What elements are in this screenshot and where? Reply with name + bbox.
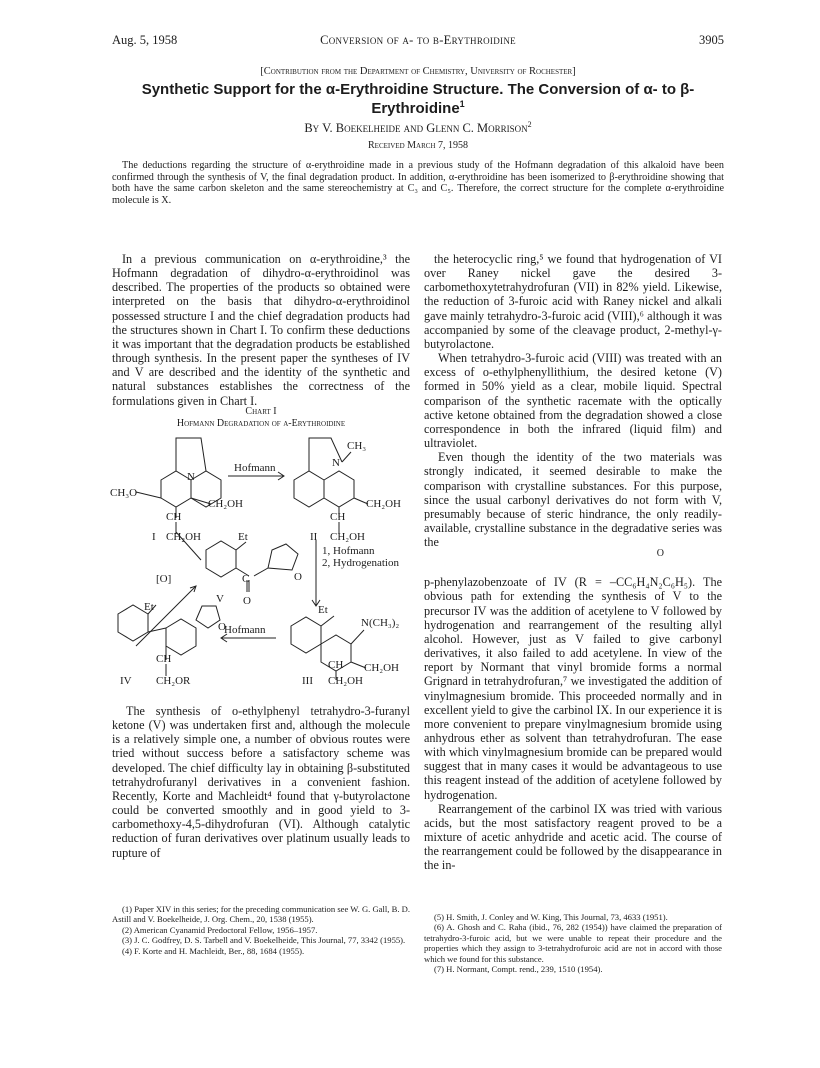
footnotes-left bbox=[112, 904, 410, 956]
label-V: V bbox=[216, 593, 224, 605]
paragraph: When tetrahydro-3-furoic acid (VIII) was treated with an excess of o-ethylphenyllithium, the desired ketone (V) formed in 50% yield as a clear, mobile liquid. Spectral comparison of the synthetic racemate with the optically active ketone obtained from the degradation showed a close correspondence in both the infrared (liquid film) and ultraviolet. bbox=[424, 351, 722, 451]
footnote: (7) H. Normant, Compt. rend., 239, 1510 (1954). bbox=[434, 964, 603, 975]
footnote: (6) A. Ghosh and C. Raha (ibid., 76, 282 (1954)) have claimed the preparation of tetrahydro-3-furoic acid, but we were unable to repeat their procedure and the properties which they assign to 3-tetrahydrofuroic acid are not in accord with those which we found for this substance. bbox=[424, 922, 722, 964]
abstract bbox=[112, 160, 724, 206]
authors-line bbox=[112, 121, 724, 136]
left-column-lower bbox=[112, 704, 410, 860]
label-o-ring: O bbox=[294, 571, 302, 583]
label-ch2oh-II-b: CH₂OH bbox=[330, 531, 366, 543]
paragraph: Even though the identity of the two materials was strongly indicated, it seemed desirable to make the comparison with crystalline substances. For this purpose, since the usual carbonyl derivatives do not form with V, presumably because of steric hindrance, the only readily-available, crystalline substance in the degradative series was the bbox=[424, 450, 722, 550]
article-title bbox=[112, 80, 724, 118]
contribution-line: [Contribution from the Department of Chemistry, University of Rochester] bbox=[260, 66, 576, 77]
label-ch2oh-II: CH₂OH bbox=[366, 498, 402, 510]
furan-ring-V bbox=[268, 544, 298, 570]
header-page-number: 3905 bbox=[699, 33, 724, 47]
paragraph: p-phenylazobenzoate of IV (R = –CC₆H₄N₂C₆H₅). The obvious path for extending the synthesis of V to the precursor IV was the addition of acetylene to V followed by hydrogenation and rearrangement of the resulting allyl alcohol. However, just as V failed to give carbonyl derivatives, it also failed to add acetylene. In view of the report by Normant that vinyl bromide forms a normal Grignard in tetrahydrofuran,⁷ we investigated the addition of vinylmagnesium bromide. This proceeded normally and in excellent yield to give the carbinol IX. In our experience it is more convenient to prepare vinylmagnesium bromide using anhydrous ether as solvent than tetrahydrofuran. The ease with which vinylmagnesium bromide can be prepared would suggest that in many cases it would be advantageous to use this reagent instead of the addition of acetylene followed by hydrogenation. bbox=[424, 575, 722, 802]
label-et-IV: Et bbox=[144, 601, 154, 613]
label-ch2oh-b: CH₂OH bbox=[166, 531, 202, 543]
label-oxidation: [O] bbox=[156, 573, 172, 585]
label-III: III bbox=[302, 675, 313, 687]
paragraph: In a previous communication on α-erythroidine,³ the Hofmann degradation of dihydro-α-erythroidinol was described. The properties of the products so obtained were interpreted on the basis that dihydro-α-erythroidinol possessed structure I and the chief degradation products had the structures shown in Chart I. To confirm these deductions it was important that the degradation products be established through synthesis. In the present paper the syntheses of IV and V are described and the identity of the synthetic and natural substances establishes the correctness of the formulations given in Chart I. bbox=[112, 252, 410, 408]
label-o-IV: O bbox=[218, 621, 226, 633]
ring-IV bbox=[166, 619, 196, 655]
label-ch2oh-III-b: CH₂OH bbox=[328, 675, 364, 687]
footnote: (5) H. Smith, J. Conley and W. King, This Journal, 73, 4633 (1951). bbox=[434, 912, 668, 922]
paragraph: the heterocyclic ring,⁵ we found that hydrogenation of VI over Raney nickel gave the desired 3-carbomethoxytetrahydrofuran (VII) in 82% yield. Likewise, the reduction of 3-furoic acid with Raney nickel and alkali gave mainly tetrahydro-3-furoic acid (VIII),⁶ although it was accompanied by some of the cleavage product, 2-methyl-γ-butyrolactone. bbox=[424, 252, 722, 351]
running-header bbox=[112, 33, 724, 49]
title-footnote-mark: 1 bbox=[459, 99, 465, 109]
carbonyl-o: O bbox=[656, 548, 664, 560]
carbonyl-formula-mark bbox=[424, 549, 722, 575]
authors-footnote-mark: 2 bbox=[527, 119, 532, 129]
label-ch2or: CH₂OR bbox=[156, 675, 191, 687]
label-n: N bbox=[187, 471, 195, 483]
label-c: C bbox=[242, 573, 250, 585]
label-hofmann-1: Hofmann bbox=[234, 462, 276, 474]
chart-subtitle: Hofmann Degradation of α-Erythroidine bbox=[176, 418, 346, 429]
label-step-1: 1, Hofmann bbox=[322, 545, 375, 557]
label-II: II bbox=[310, 531, 318, 543]
header-running-title: Conversion of α- to β-Erythroidine bbox=[320, 33, 516, 47]
right-column bbox=[424, 252, 722, 873]
amine-ring-II bbox=[324, 471, 354, 507]
benzene-ring-II bbox=[294, 471, 324, 507]
footnote: (1) Paper XIV in this series; for the preceding communication see W. G. Gall, B. D. Astill and V. Boekelheide, J. Org. Chem., 20, 1538 (1955). bbox=[112, 904, 410, 925]
footnote: (2) American Cyanamid Predoctoral Fellow, 1956–1957. bbox=[122, 924, 318, 935]
chart-heading bbox=[112, 406, 410, 430]
label-hofmann-2: Hofmann bbox=[224, 624, 266, 636]
reaction-scheme bbox=[106, 430, 416, 692]
label-ch3o: CH₃O bbox=[110, 487, 138, 499]
header-date: Aug. 5, 1958 bbox=[112, 33, 178, 47]
abstract-text: The deductions regarding the structure of α-erythroidine made in a previous study of the Hofmann degradation of this alkaloid have been confirmed through the synthesis of V, the final degradation product. In addition, α-erythroidine has been isomerized to β-erythroidine showing that both have the same carbon skeleton and the same stereochemistry at C₃ and C₅. Therefore, the correct structure for the complete α-erythroidine molecule is X. bbox=[112, 160, 724, 206]
label-et-V: Et bbox=[238, 531, 248, 543]
label-ch-IV: CH bbox=[156, 653, 172, 665]
left-column bbox=[112, 252, 410, 408]
label-nme2: N(CH₃)₂ bbox=[361, 617, 400, 629]
label-ch: CH bbox=[166, 511, 182, 523]
article-title-text: Synthetic Support for the α-Erythroidine Structure. The Conversion of α- to β-Erythroidine bbox=[141, 81, 695, 117]
label-ch-II: CH bbox=[330, 511, 346, 523]
paragraph: The synthesis of o-ethylphenyl tetrahydro-3-furanyl ketone (V) was undertaken first and, although the molecule is a relatively simple one, a number of obvious routes were tried without success before a satisfactory scheme was developed. The chief difficulty lay in obtaining β-substituted tetrahydrofuranyl derivatives in a convenient fashion. Recently, Korte and Machleidt⁴ found that γ-butyrolactone could be converted smoothly and in good yield to 3-carbomethoxy-4,5-dihydrofuran (VI). Although catalytic reduction of furan derivatives over platinum usually leads to rupture of bbox=[112, 704, 410, 860]
label-ch3-top: CH₃ bbox=[347, 440, 367, 452]
authors-text: By V. Boekelheide and Glenn C. Morrison bbox=[304, 121, 528, 135]
label-et-III: Et bbox=[318, 604, 328, 616]
bridge-I bbox=[176, 438, 206, 471]
label-ch-III: CH bbox=[328, 659, 344, 671]
benzene-ring-V bbox=[206, 541, 236, 577]
label-ch2oh: CH₂OH bbox=[208, 498, 244, 510]
label-ch2oh-III: CH₂OH bbox=[364, 662, 400, 674]
received-date: Received March 7, 1958 bbox=[368, 140, 468, 151]
label-IV: IV bbox=[120, 675, 132, 687]
footnotes-right bbox=[424, 912, 722, 974]
footnote: (3) J. C. Godfrey, D. S. Tarbell and V. Boekelheide, This Journal, 77, 3342 (1955). bbox=[122, 935, 406, 946]
label-step-2: 2, Hydrogenation bbox=[322, 557, 399, 569]
paragraph: Rearrangement of the carbinol IX was tried with various acids, but the most satisfactory reagent proved to be a mixture of acetic anhydride and acetic acid. The course of the rearrangement could be followed by the disappearance in the in- bbox=[424, 801, 722, 873]
benzene-ring-III bbox=[291, 617, 321, 653]
label-o-ketone: O bbox=[243, 595, 251, 607]
reaction-scheme-svg bbox=[106, 430, 416, 692]
furan-ring-IV bbox=[196, 606, 220, 628]
footnote: (4) F. Korte and H. Machleidt, Ber., 88, 1684 (1955). bbox=[122, 945, 305, 956]
label-I: I bbox=[152, 531, 156, 543]
chart-title: Chart I bbox=[245, 406, 277, 417]
label-n2: N bbox=[332, 457, 340, 469]
